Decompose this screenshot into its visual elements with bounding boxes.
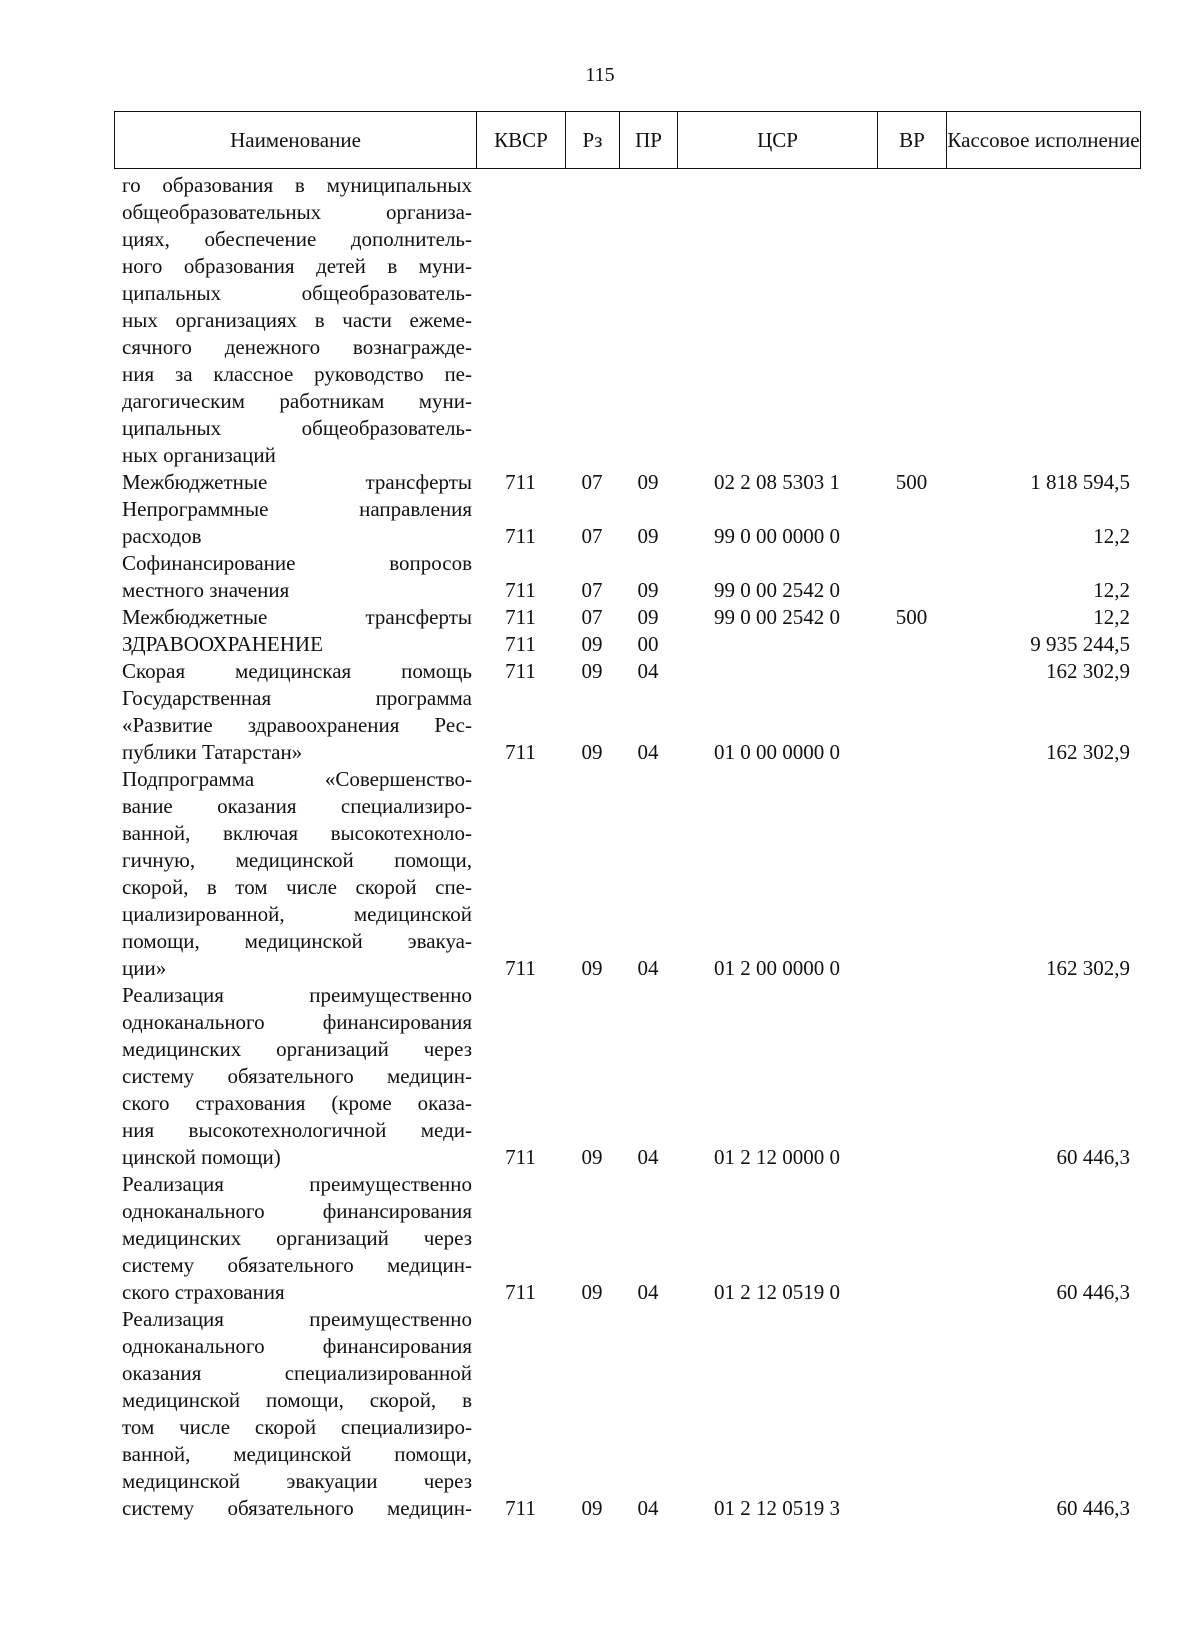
table-row — [114, 469, 1140, 496]
row-rz: 09 — [581, 740, 603, 764]
table-row — [114, 1306, 1140, 1522]
row-name-line: расходов — [122, 524, 202, 548]
row-name-line: Реализация преимущественно — [122, 983, 472, 1007]
row-name — [114, 469, 476, 496]
row-name-line: медицинской помощи, скорой, в — [122, 1388, 472, 1412]
row-name-line: Подпрограмма «Совершенство- — [122, 767, 472, 791]
row-pr: 00 — [637, 632, 659, 656]
row-rz: 09 — [581, 956, 603, 980]
row-name — [114, 766, 476, 982]
row-rz: 09 — [581, 1145, 603, 1169]
row-name-line: ния высокотехнологичной меди- — [122, 1118, 472, 1142]
row-vr: 500 — [895, 605, 928, 629]
row-name-line: одноканального финансирования — [122, 1334, 472, 1358]
row-vr: 500 — [895, 470, 928, 494]
row-name-line: ципальных общеобразователь- — [122, 416, 472, 440]
row-pr: 04 — [637, 740, 659, 764]
row-name-line: ципальных общеобразователь- — [122, 281, 472, 305]
row-name-line: Государственная программа — [122, 686, 472, 710]
row-name-line: ния за классное руководство пе- — [122, 362, 472, 386]
row-kvsr: 711 — [505, 1496, 536, 1520]
row-kvsr: 711 — [505, 740, 536, 764]
table-row — [114, 1171, 1140, 1306]
row-name — [114, 1306, 476, 1522]
table-row — [114, 550, 1140, 604]
row-csr: 99 0 00 2542 0 — [714, 605, 840, 629]
row-rz: 09 — [581, 632, 603, 656]
row-pr: 04 — [637, 1280, 659, 1304]
row-name-line: том числе скорой специализиро- — [122, 1415, 472, 1439]
row-name-line: помощи, медицинской эвакуа- — [122, 929, 472, 953]
row-name-line: гичную, медицинской помощи, — [122, 848, 472, 872]
row-name-line: медицинских организаций через — [122, 1037, 472, 1061]
row-amount: 60 446,3 — [1056, 1145, 1130, 1169]
row-name-line: ского страхования (кроме оказа- — [122, 1091, 472, 1115]
row-amount: 162 302,9 — [1046, 740, 1130, 764]
row-name — [114, 685, 476, 766]
row-name-line: ции» — [122, 956, 167, 980]
table-row — [114, 658, 1140, 685]
row-name-line: ЗДРАВООХРАНЕНИЕ — [122, 632, 323, 656]
row-kvsr: 711 — [505, 1280, 536, 1304]
row-name-line: публики Татарстан» — [122, 740, 303, 764]
row-name-line: местного значения — [122, 578, 290, 602]
row-pr: 09 — [637, 470, 659, 494]
row-csr: 01 2 12 0000 0 — [714, 1145, 840, 1169]
row-name — [114, 604, 476, 631]
row-name — [114, 982, 476, 1171]
row-name-line: ванной, включая высокотехноло- — [122, 821, 472, 845]
row-csr: 02 2 08 5303 1 — [714, 470, 840, 494]
table-body — [114, 172, 1140, 1522]
row-name — [114, 172, 476, 469]
row-name-line: одноканального финансирования — [122, 1199, 472, 1223]
row-pr: 04 — [637, 659, 659, 683]
row-rz: 09 — [581, 1496, 603, 1520]
row-name-line: ского страхования — [122, 1280, 285, 1304]
row-name-line: цинской помощи) — [122, 1145, 281, 1169]
row-amount: 60 446,3 — [1056, 1280, 1130, 1304]
row-name-line: систему обязательного медицин- — [122, 1496, 472, 1520]
row-csr: 01 2 12 0519 3 — [714, 1496, 840, 1520]
row-amount: 60 446,3 — [1056, 1496, 1130, 1520]
row-name-line: Софинансирование вопросов — [122, 551, 472, 575]
row-pr: 09 — [637, 524, 659, 548]
row-pr: 04 — [637, 956, 659, 980]
row-name-line: дагогическим работникам муни- — [122, 389, 472, 413]
row-rz: 07 — [581, 578, 603, 602]
row-csr: 01 2 12 0519 0 — [714, 1280, 840, 1304]
row-kvsr: 711 — [505, 632, 536, 656]
row-name-line: вание оказания специализиро- — [122, 794, 472, 818]
row-amount: 9 935 244,5 — [1030, 632, 1130, 656]
row-name-line: оказания специализированной — [122, 1361, 472, 1385]
row-amount: 1 818 594,5 — [1030, 470, 1130, 494]
row-name-line: медицинских организаций через — [122, 1226, 472, 1250]
row-kvsr: 711 — [505, 470, 536, 494]
row-csr: 99 0 00 2542 0 — [714, 578, 840, 602]
header-kvsr: КВСР — [477, 112, 566, 169]
row-rz: 09 — [581, 659, 603, 683]
row-name-line: циализированной, медицинской — [122, 902, 472, 926]
row-name-line: общеобразовательных организа- — [122, 200, 472, 224]
row-name — [114, 1171, 476, 1306]
row-name-line: ных организациях в части ежеме- — [122, 308, 472, 332]
header-csr: ЦСР — [678, 112, 878, 169]
row-amount: 162 302,9 — [1046, 956, 1130, 980]
row-amount: 12,2 — [1093, 524, 1130, 548]
row-name-line: Реализация преимущественно — [122, 1172, 472, 1196]
table-row — [114, 604, 1140, 631]
page-number: 115 — [585, 64, 615, 86]
table-header — [114, 111, 1141, 169]
row-name-line: ного образования детей в муни- — [122, 254, 472, 278]
row-name-line: ванной, медицинской помощи, — [122, 1442, 472, 1466]
row-name — [114, 550, 476, 604]
row-name-line: медицинской эвакуации через — [122, 1469, 472, 1493]
header-pr: ПР — [620, 112, 678, 169]
row-name-line: сячного денежного вознагражде- — [122, 335, 472, 359]
table-row — [114, 172, 1140, 469]
header-name: Наименование — [115, 112, 477, 169]
row-amount: 12,2 — [1093, 605, 1130, 629]
row-name-line: Реализация преимущественно — [122, 1307, 472, 1331]
row-name — [114, 658, 476, 685]
row-name-line: Скорая медицинская помощь — [122, 659, 472, 683]
row-rz: 07 — [581, 470, 603, 494]
row-kvsr: 711 — [505, 605, 536, 629]
header-vr: ВР — [878, 112, 947, 169]
table-row — [114, 766, 1140, 982]
row-name — [114, 631, 476, 658]
table-row — [114, 685, 1140, 766]
row-name-line: Непрограммные направления — [122, 497, 472, 521]
header-rz: Рз — [566, 112, 620, 169]
table-row — [114, 982, 1140, 1171]
row-name-line: систему обязательного медицин- — [122, 1064, 472, 1088]
row-kvsr: 711 — [505, 578, 536, 602]
row-name-line: ных организаций — [122, 443, 276, 467]
row-name-line: Межбюджетные трансферты — [122, 470, 472, 494]
row-rz: 07 — [581, 605, 603, 629]
row-name-line: одноканального финансирования — [122, 1010, 472, 1034]
row-pr: 04 — [637, 1496, 659, 1520]
row-name — [114, 496, 476, 550]
row-pr: 09 — [637, 578, 659, 602]
row-amount: 162 302,9 — [1046, 659, 1130, 683]
table-row — [114, 631, 1140, 658]
row-kvsr: 711 — [505, 659, 536, 683]
row-kvsr: 711 — [505, 524, 536, 548]
row-kvsr: 711 — [505, 956, 536, 980]
row-amount: 12,2 — [1093, 578, 1130, 602]
row-rz: 07 — [581, 524, 603, 548]
table-row — [114, 496, 1140, 550]
row-name-line: скорой, в том числе скорой спе- — [122, 875, 472, 899]
header-amount: Кассовое исполнение — [947, 112, 1141, 169]
row-csr: 01 0 00 0000 0 — [714, 740, 840, 764]
row-name-line: циях, обеспечение дополнитель- — [122, 227, 472, 251]
row-csr: 01 2 00 0000 0 — [714, 956, 840, 980]
row-rz: 09 — [581, 1280, 603, 1304]
row-kvsr: 711 — [505, 1145, 536, 1169]
row-name-line: го образования в муниципальных — [122, 173, 472, 197]
row-name-line: систему обязательного медицин- — [122, 1253, 472, 1277]
row-pr: 09 — [637, 605, 659, 629]
row-csr: 99 0 00 0000 0 — [714, 524, 840, 548]
row-pr: 04 — [637, 1145, 659, 1169]
row-name-line: Межбюджетные трансферты — [122, 605, 472, 629]
row-name-line: «Развитие здравоохранения Рес- — [122, 713, 472, 737]
